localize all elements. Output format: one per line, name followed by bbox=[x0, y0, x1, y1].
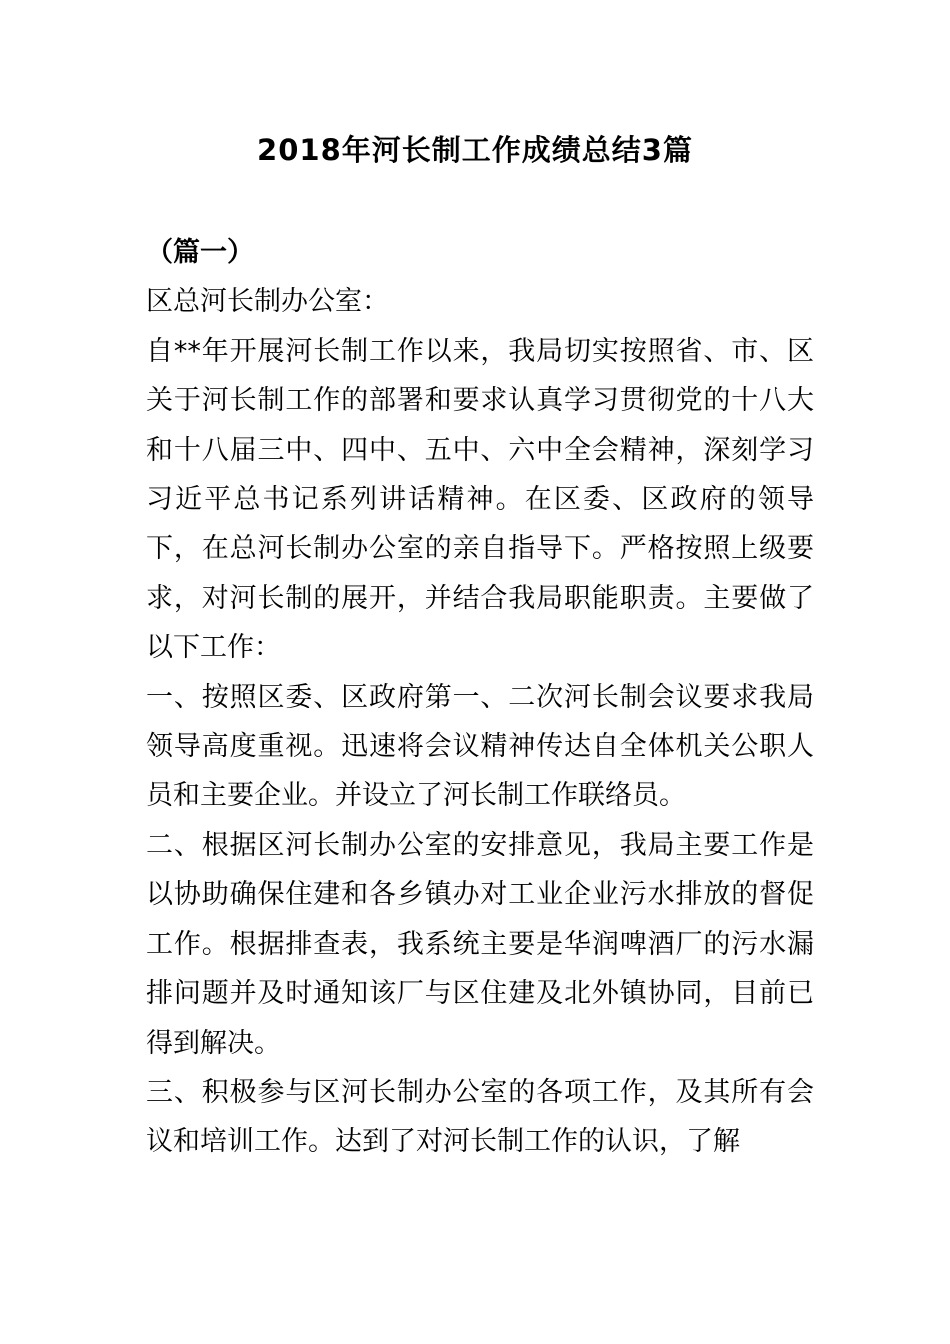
salutation: 区总河长制办公室： bbox=[146, 286, 389, 318]
paragraph-item-1: 一、按照区委、区政府第一、二次河长制会议要求我局领导高度重视。迅速将会议精神传达自全体机关公职人员和主要企业。并设立了河长制工作联络员。 bbox=[146, 681, 814, 812]
paragraph-intro: 自**年开展河长制工作以来，我局切实按照省、市、区关于河长制工作的部署和要求认真学习贯彻党的十八大和十八届三中、四中、五中、六中全会精神，深刻学习习近平总书记系列讲话精神。在区委、区政府的领导下，在总河长制办公室的亲自指导下。严格按照上级要求，对河长制的展开，并结合我局职能职责。主要做了以下工作： bbox=[146, 335, 814, 664]
document-title: 2018年河长制工作成绩总结3篇 bbox=[257, 133, 693, 167]
paragraph-item-3: 三、积极参与区河长制办公室的各项工作，及其所有会议和培训工作。达到了对河长制工作的认识，了解 bbox=[146, 1076, 814, 1158]
section-heading: （篇一） bbox=[146, 237, 254, 268]
paragraph-item-2: 二、根据区河长制办公室的安排意见，我局主要工作是以协助确保住建和各乡镇办对工业企业污水排放的督促工作。根据排查表，我系统主要是华润啤酒厂的污水漏排问题并及时通知该厂与区住建及北外镇协同，目前已得到解决。 bbox=[146, 829, 814, 1059]
document-body bbox=[146, 228, 814, 1167]
